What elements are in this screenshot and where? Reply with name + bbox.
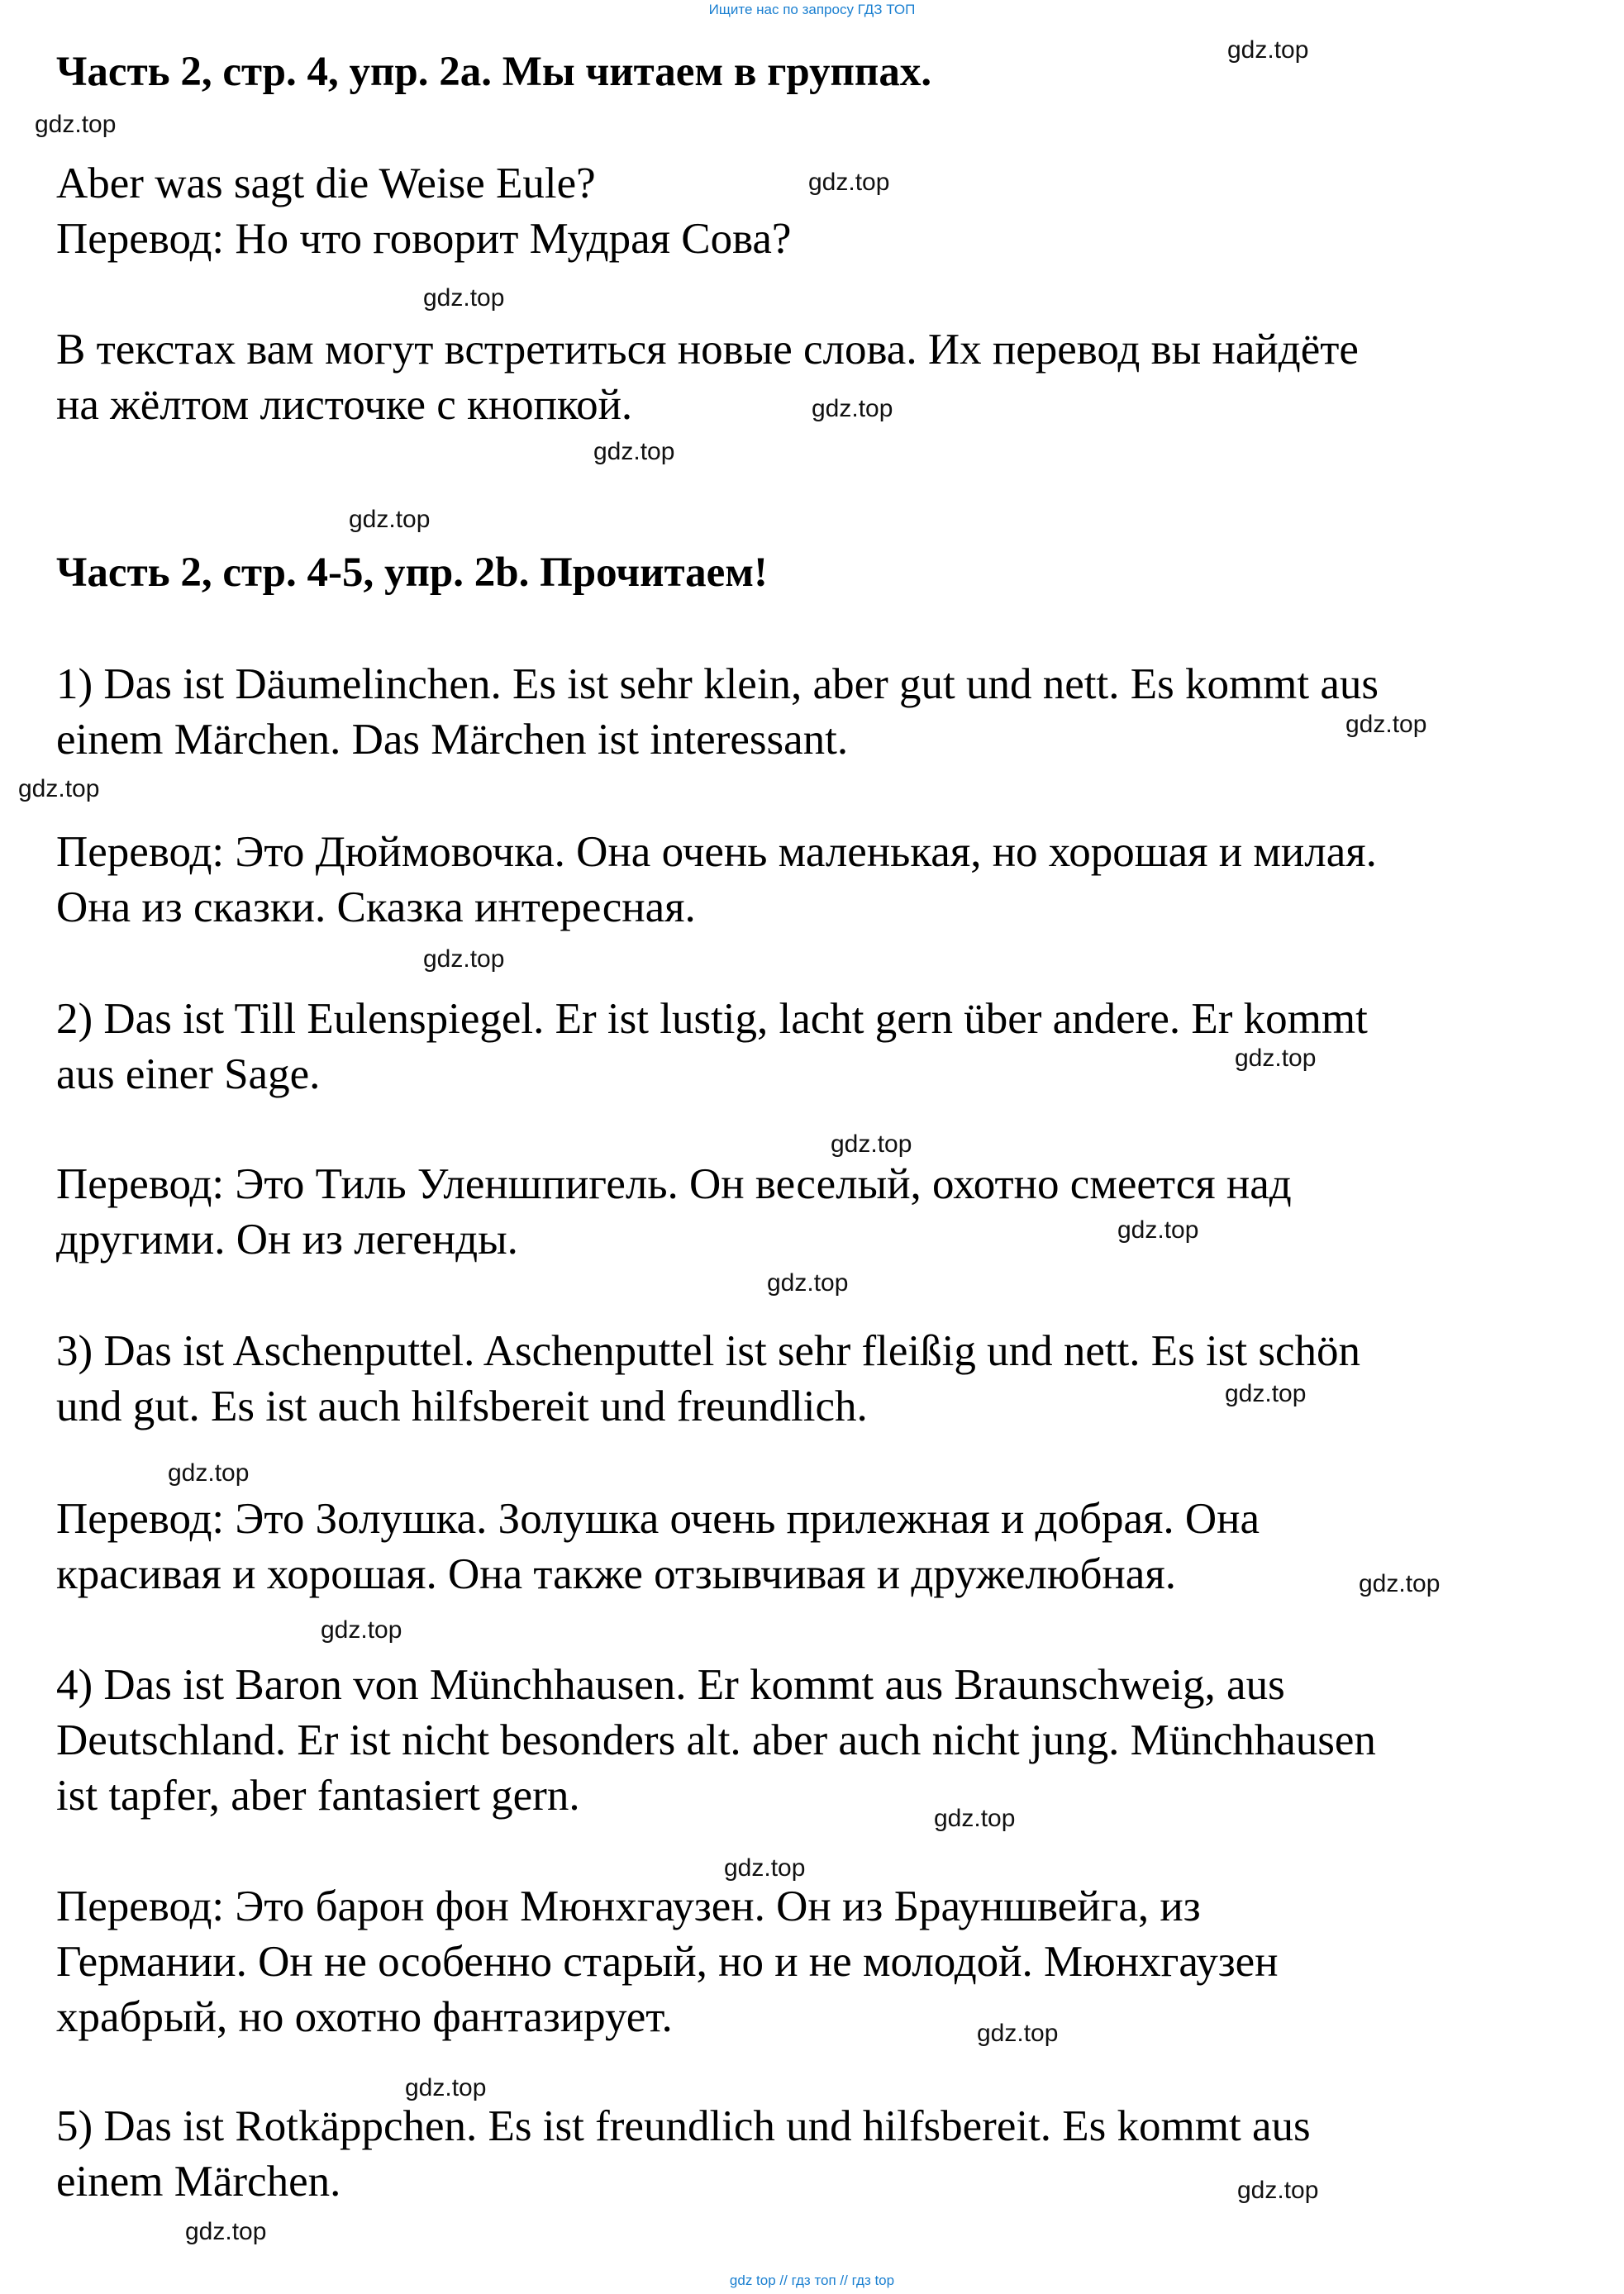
watermark: gdz.top bbox=[1117, 1216, 1199, 1244]
watermark: gdz.top bbox=[18, 775, 100, 802]
watermark: gdz.top bbox=[934, 1805, 1016, 1832]
section1-heading: Часть 2, стр. 4, упр. 2a. Мы читаем в группах. bbox=[56, 49, 932, 95]
section2-heading: Часть 2, стр. 4-5, упр. 2b. Прочитаем! bbox=[56, 550, 768, 596]
watermark: gdz.top bbox=[35, 111, 117, 138]
item1-german: 1) Das ist Däumelinchen. Es ist sehr klein, aber gut und nett. Es kommt aus einem Märchen. Das Märchen ist interessant. bbox=[56, 660, 1379, 764]
watermark: gdz.top bbox=[724, 1854, 806, 1882]
item4-german: 4) Das ist Baron von Münchhausen. Er kommt aus Braunschweig, aus Deutschland. Er ist nicht besonders alt. aber auch nicht jung. Münchhausen ist tapfer, aber fantasiert gern. bbox=[56, 1661, 1376, 1820]
item3-german: 3) Das ist Aschenputtel. Aschenputtel ist sehr fleißig und nett. Es ist schön und gut. Es ist auch hilfsbereit und freundlich. bbox=[56, 1327, 1361, 1430]
watermark: gdz.top bbox=[185, 2218, 267, 2245]
watermark: gdz.top bbox=[812, 395, 893, 422]
top-banner: Ищите нас по запросу ГДЗ ТОП bbox=[708, 2, 916, 17]
watermark: gdz.top bbox=[349, 506, 431, 533]
watermark: gdz.top bbox=[168, 1459, 250, 1487]
watermark: gdz.top bbox=[423, 284, 505, 312]
watermark: gdz.top bbox=[593, 438, 675, 465]
watermark: gdz.top bbox=[1227, 36, 1309, 64]
bottom-banner: gdz top // гдз топ // гдз top bbox=[729, 2273, 895, 2288]
section1-note: В текстах вам могут встретиться новые слова. Их перевод вы найдёте на жёлтом листочке с кнопкой. bbox=[56, 326, 1359, 429]
item5-german: 5) Das ist Rotkäppchen. Es ist freundlich und hilfsbereit. Es kommt aus einem Märchen. bbox=[56, 2102, 1311, 2206]
item2-german: 2) Das ist Till Eulenspiegel. Er ist lustig, lacht gern über andere. Er kommt aus einer Sage. bbox=[56, 995, 1368, 1098]
item1-translation: Перевод: Это Дюймовочка. Она очень маленькая, но хорошая и милая. Она из сказки. Сказка интересная. bbox=[56, 828, 1377, 931]
item2-translation: Перевод: Это Тиль Уленшпигель. Он веселый, охотно смеется над другими. Он из легенды. bbox=[56, 1160, 1292, 1264]
watermark: gdz.top bbox=[767, 1269, 849, 1297]
watermark: gdz.top bbox=[831, 1130, 912, 1158]
item3-translation: Перевод: Это Золушка. Золушка очень прилежная и добрая. Она красивая и хорошая. Она также отзывчивая и дружелюбная. bbox=[56, 1495, 1260, 1598]
watermark: gdz.top bbox=[1237, 2177, 1319, 2204]
watermark: gdz.top bbox=[1345, 711, 1427, 738]
item4-translation: Перевод: Это барон фон Мюнхгаузен. Он из Брауншвейга, из Германии. Он не особенно старый, но и не молодой. Мюнхгаузен храбрый, но охотно фантазирует. bbox=[56, 1882, 1279, 2041]
watermark: gdz.top bbox=[405, 2074, 487, 2101]
watermark: gdz.top bbox=[423, 945, 505, 973]
watermark: gdz.top bbox=[321, 1616, 402, 1644]
watermark: gdz.top bbox=[1225, 1380, 1307, 1407]
section1-question: Aber was sagt die Weise Eule? Перевод: Но что говорит Мудрая Сова? bbox=[56, 159, 792, 263]
watermark: gdz.top bbox=[1359, 1570, 1441, 1597]
watermark: gdz.top bbox=[977, 2020, 1059, 2047]
watermark: gdz.top bbox=[1235, 1045, 1317, 1072]
watermark: gdz.top bbox=[808, 169, 890, 196]
